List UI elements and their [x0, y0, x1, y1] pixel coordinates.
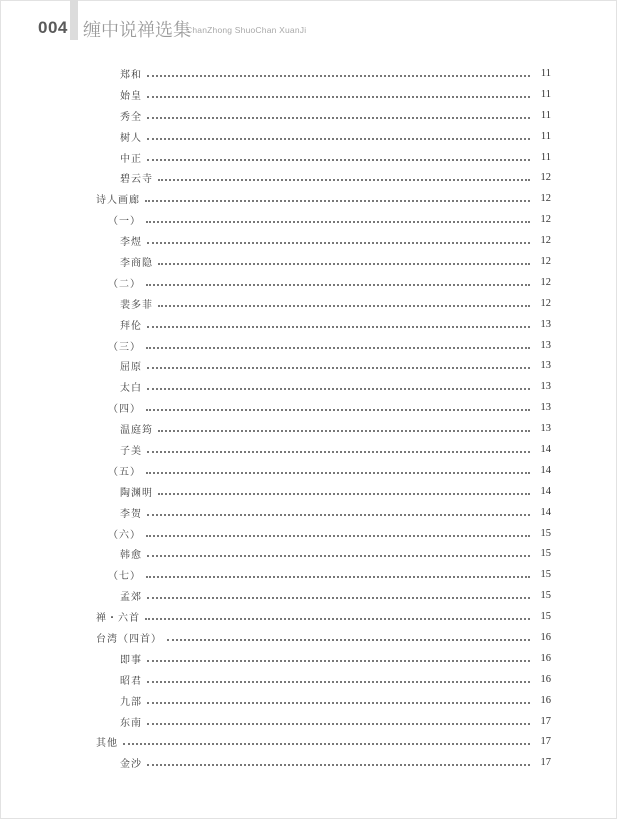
toc-entry-page-number: 13: [540, 360, 551, 372]
toc-entry[interactable]: [0, 335, 619, 356]
page-header: [0, 0, 619, 44]
toc-entry[interactable]: [0, 606, 619, 627]
header-divider-bar: [70, 0, 78, 40]
toc-entry-page-number: 16: [540, 652, 551, 664]
toc-entry-title: 裴多菲: [120, 299, 153, 311]
toc-entry[interactable]: [0, 481, 619, 502]
book-title: 缠中说禅选集: [83, 20, 191, 41]
toc-dot-leader: [146, 575, 530, 578]
toc-entry-page-number: 16: [540, 694, 551, 706]
toc-entry[interactable]: [0, 126, 619, 147]
toc-entry[interactable]: [0, 251, 619, 272]
toc-entry[interactable]: [0, 711, 619, 732]
toc-entry[interactable]: [0, 355, 619, 376]
toc-entry-title: 禅・六首: [96, 613, 140, 625]
toc-dot-leader: [123, 742, 530, 745]
toc-entry-page-number: 11: [540, 130, 551, 142]
toc-entry-page-number: 15: [540, 548, 551, 560]
toc-dot-leader: [147, 137, 530, 140]
toc-entry-title: 李煜: [120, 237, 142, 249]
toc-entry-title: 孟郊: [120, 592, 142, 604]
toc-dot-leader: [158, 304, 530, 307]
toc-entry-page-number: 15: [540, 527, 551, 539]
toc-entry-page-number: 11: [540, 109, 551, 121]
toc-entry[interactable]: [0, 523, 619, 544]
toc-dot-leader: [147, 241, 530, 244]
toc-dot-leader: [147, 74, 530, 77]
toc-entry[interactable]: [0, 230, 619, 251]
toc-entry[interactable]: [0, 752, 619, 773]
toc-dot-leader: [147, 158, 530, 161]
toc-dot-leader: [147, 701, 530, 704]
toc-entry-page-number: 14: [540, 506, 551, 518]
toc-dot-leader: [147, 387, 530, 390]
toc-entry[interactable]: [0, 63, 619, 84]
toc-entry-title: （一）: [108, 216, 141, 228]
toc-entry-title: 树人: [120, 132, 142, 144]
toc-entry-title: 子美: [120, 445, 142, 457]
toc-entry-page-number: 11: [540, 88, 551, 100]
toc-entry-page-number: 13: [540, 318, 551, 330]
toc-entry-title: 昭君: [120, 675, 142, 687]
toc-entry-page-number: 17: [540, 736, 551, 748]
toc-entry-title: 即事: [120, 654, 142, 666]
toc-entry-title: 郑和: [120, 69, 142, 81]
toc-dot-leader: [146, 471, 530, 474]
toc-entry-page-number: 12: [540, 297, 551, 309]
toc-dot-leader: [146, 408, 530, 411]
toc-dot-leader: [147, 659, 530, 662]
toc-entry-title: 金沙: [120, 759, 142, 771]
toc-dot-leader: [147, 722, 530, 725]
toc-dot-leader: [147, 763, 530, 766]
toc-entry[interactable]: [0, 627, 619, 648]
toc-entry[interactable]: [0, 147, 619, 168]
toc-entry-page-number: 14: [540, 443, 551, 455]
toc-entry-title: （三）: [108, 341, 141, 353]
toc-entry-page-number: 13: [540, 402, 551, 414]
toc-dot-leader: [147, 325, 530, 328]
toc-entry-page-number: 15: [540, 590, 551, 602]
toc-entry-page-number: 13: [540, 339, 551, 351]
toc-entry-page-number: 12: [540, 172, 551, 184]
toc-entry-title: 韩愈: [120, 550, 142, 562]
toc-entry-page-number: 13: [540, 381, 551, 393]
toc-entry-title: 屈原: [120, 362, 142, 374]
toc-entry-page-number: 16: [540, 631, 551, 643]
toc-dot-leader: [147, 680, 530, 683]
toc-entry-page-number: 15: [540, 569, 551, 581]
toc-entry-page-number: 12: [540, 214, 551, 226]
toc-entry-title: 中正: [120, 153, 142, 165]
toc-entry-page-number: 14: [540, 464, 551, 476]
toc-entry[interactable]: [0, 585, 619, 606]
toc-entry-page-number: 11: [540, 67, 551, 79]
toc-entry-page-number: 16: [540, 673, 551, 685]
toc-entry-title: 陶渊明: [120, 487, 153, 499]
toc-entry[interactable]: [0, 543, 619, 564]
toc-entry-title: 李商隐: [120, 257, 153, 269]
toc-entry-page-number: 17: [540, 757, 551, 769]
toc-dot-leader: [145, 617, 530, 620]
toc-entry-title: （四）: [108, 404, 141, 416]
toc-dot-leader: [146, 346, 530, 349]
toc-entry-title: 李贺: [120, 508, 142, 520]
toc-entry-page-number: 12: [540, 235, 551, 247]
toc-entry[interactable]: [0, 564, 619, 585]
toc-entry-title: 东南: [120, 717, 142, 729]
toc-entry[interactable]: [0, 188, 619, 209]
page-number: 004: [38, 18, 68, 37]
toc-entry[interactable]: [0, 418, 619, 439]
toc-entry[interactable]: [0, 690, 619, 711]
toc-entry-title: 太白: [120, 383, 142, 395]
toc-entry-page-number: 14: [540, 485, 551, 497]
toc-entry-page-number: 11: [540, 151, 551, 163]
toc-dot-leader: [146, 220, 530, 223]
toc-dot-leader: [158, 178, 530, 181]
toc-dot-leader: [158, 492, 530, 495]
toc-entry[interactable]: [0, 669, 619, 690]
toc-entry-page-number: 12: [540, 276, 551, 288]
toc-entry-title: 碧云寺: [120, 174, 153, 186]
toc-entry[interactable]: [0, 272, 619, 293]
toc-dot-leader: [147, 596, 530, 599]
toc-entry[interactable]: [0, 314, 619, 335]
toc-entry-title: 诗人画廊: [96, 195, 140, 207]
toc-entry-page-number: 12: [540, 255, 551, 267]
toc-dot-leader: [147, 366, 530, 369]
toc-entry-title: 秀全: [120, 111, 142, 123]
toc-entry[interactable]: [0, 167, 619, 188]
toc-dot-leader: [146, 283, 530, 286]
toc-dot-leader: [147, 513, 530, 516]
toc-entry-title: （五）: [108, 466, 141, 478]
toc-entry[interactable]: [0, 293, 619, 314]
toc-entry-page-number: 12: [540, 193, 551, 205]
toc-entry[interactable]: [0, 502, 619, 523]
toc-dot-leader: [147, 95, 530, 98]
toc-entry[interactable]: [0, 460, 619, 481]
toc-dot-leader: [158, 429, 530, 432]
toc-entry[interactable]: [0, 439, 619, 460]
toc-entry[interactable]: [0, 209, 619, 230]
toc-entry-title: 台湾（四首）: [96, 633, 162, 645]
toc-entry-page-number: 13: [540, 423, 551, 435]
toc-entry[interactable]: [0, 397, 619, 418]
toc-entry-title: （七）: [108, 571, 141, 583]
table-of-contents: [0, 63, 619, 773]
toc-entry-title: （二）: [108, 278, 141, 290]
toc-dot-leader: [145, 199, 530, 202]
toc-entry[interactable]: [0, 84, 619, 105]
book-subtitle: ChanZhong ShuoChan XuanJi: [186, 25, 307, 35]
toc-entry-title: 拜伦: [120, 320, 142, 332]
toc-dot-leader: [146, 534, 530, 537]
toc-entry[interactable]: [0, 648, 619, 669]
toc-entry-title: （六）: [108, 529, 141, 541]
toc-entry-title: 始皇: [120, 90, 142, 102]
toc-dot-leader: [167, 638, 530, 641]
toc-dot-leader: [147, 554, 530, 557]
toc-entry-title: 温庭筠: [120, 425, 153, 437]
toc-dot-leader: [147, 116, 530, 119]
toc-entry[interactable]: [0, 732, 619, 753]
toc-entry-page-number: 17: [540, 715, 551, 727]
toc-dot-leader: [158, 262, 530, 265]
toc-dot-leader: [147, 450, 530, 453]
toc-entry-title: 九部: [120, 696, 142, 708]
toc-entry-title: 其他: [96, 738, 118, 750]
toc-entry[interactable]: [0, 105, 619, 126]
toc-entry[interactable]: [0, 376, 619, 397]
toc-entry-page-number: 15: [540, 611, 551, 623]
